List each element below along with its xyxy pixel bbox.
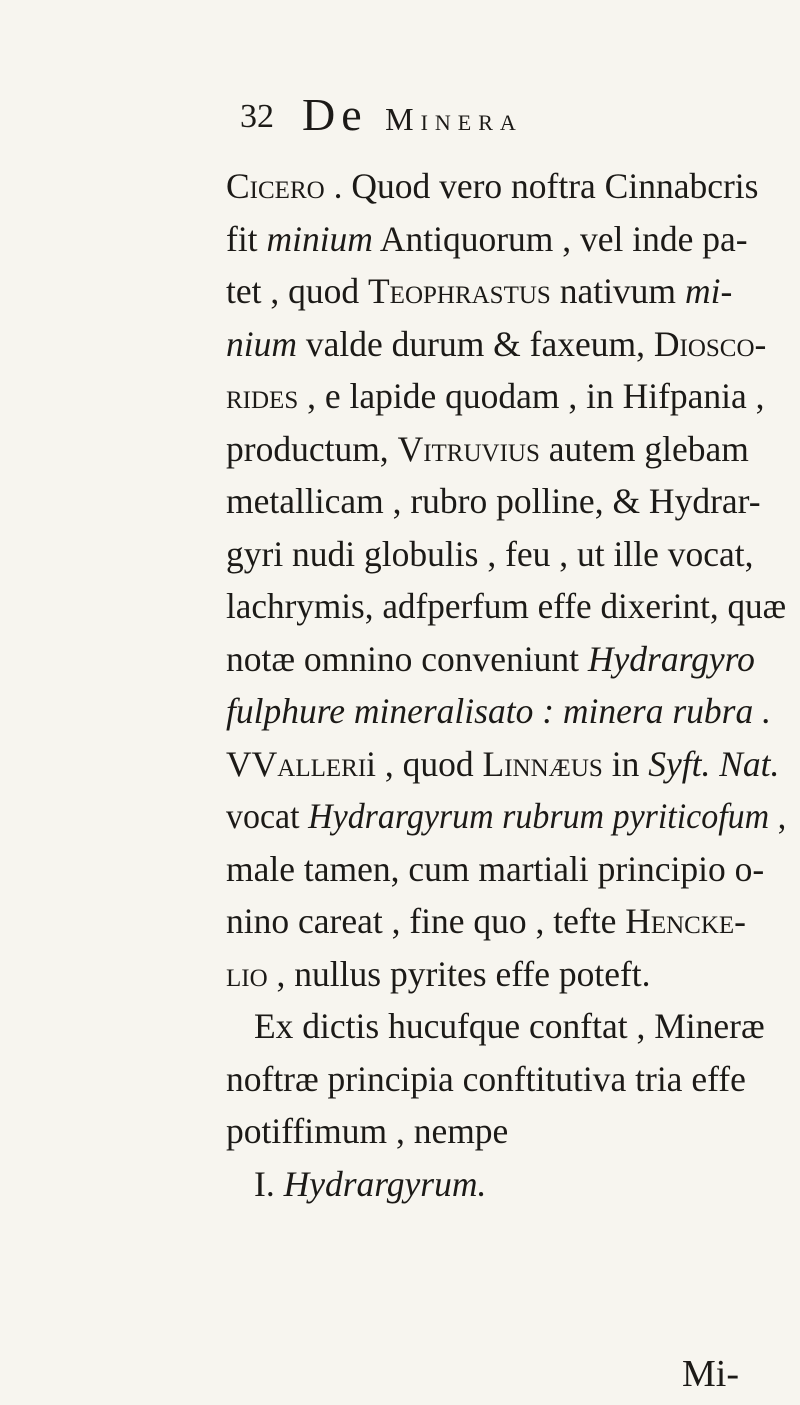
text-segment: lachrymis, adfperfum effe dixerint, quæ xyxy=(226,586,787,626)
proper-name: Teophrastus xyxy=(367,271,551,311)
proper-name: lio xyxy=(226,953,268,994)
text-segment: autem glebam xyxy=(539,428,749,469)
text-line xyxy=(226,160,758,212)
text-line xyxy=(226,423,749,475)
text-segment: in xyxy=(602,743,649,784)
text-line xyxy=(226,895,746,947)
text-segment: , e lapide quodam , in Hifpania , xyxy=(298,376,765,416)
text-segment: vocat xyxy=(226,796,309,836)
text-segment: Antiquorum , vel inde pa- xyxy=(372,218,748,259)
text-segment: nativum xyxy=(550,271,685,311)
text-line xyxy=(226,1105,508,1157)
italic-term: Hydrargyro xyxy=(587,638,755,679)
italic-term: nium xyxy=(226,323,297,364)
text-segment: potiffimum , nempe xyxy=(226,1111,509,1151)
proper-name: rides xyxy=(226,376,299,416)
proper-name: Diosco- xyxy=(653,323,767,364)
proper-name: Cicero xyxy=(226,166,325,206)
italic-term: Hydrargyrum rubrum pyriticofum xyxy=(308,796,770,836)
text-segment: , nullus pyrites effe poteft. xyxy=(267,953,651,994)
proper-name: Linnæus xyxy=(482,743,603,784)
italic-term: Hydrargyrum. xyxy=(283,1163,487,1204)
text-segment: fit xyxy=(226,218,267,259)
text-line xyxy=(226,633,755,685)
text-segment: I. xyxy=(254,1163,284,1204)
text-line xyxy=(226,213,748,265)
text-line xyxy=(254,1000,765,1052)
text-segment: metallicam , rubro polline, & Hydrar- xyxy=(226,481,761,521)
text-line xyxy=(226,1053,746,1105)
text-line xyxy=(226,685,771,737)
page-number: 32 xyxy=(240,98,274,135)
italic-term: mi- xyxy=(684,271,733,311)
text-segment: noftræ principia conftitutiva tria effe xyxy=(226,1058,746,1099)
text-line xyxy=(226,948,651,1000)
italic-term: fulphure mineralisato : minera rubra . xyxy=(226,691,771,731)
text-segment: male tamen, cum martiali principio o- xyxy=(226,848,765,889)
text-line xyxy=(254,1158,486,1210)
text-line xyxy=(226,475,761,527)
text-line xyxy=(226,790,786,842)
running-header xyxy=(240,88,660,148)
text-line xyxy=(226,580,786,632)
text-segment: i , quod xyxy=(366,743,483,784)
running-title-first: De xyxy=(302,89,368,140)
catchword: Mi- xyxy=(682,1353,739,1395)
text-segment: nino careat , fine quo , tefte xyxy=(226,901,626,941)
italic-term: Syft. Nat. xyxy=(648,743,780,784)
text-segment: tet , quod xyxy=(226,271,368,311)
proper-name: VValleri xyxy=(226,743,367,784)
text-line xyxy=(226,843,764,895)
text-line xyxy=(226,370,765,422)
text-segment: notæ omnino conveniunt xyxy=(226,638,588,679)
text-segment: productum, xyxy=(226,428,398,469)
text-segment: Ex dictis hucufque conftat , Mineræ xyxy=(254,1006,765,1046)
text-segment: . Quod vero noftra Cinnabcris xyxy=(324,166,759,206)
text-segment: gyri nudi globulis , feu , ut ille vocat, xyxy=(226,533,754,574)
text-line xyxy=(226,738,779,790)
text-line xyxy=(226,318,766,370)
running-title xyxy=(302,88,523,141)
text-segment: valde durum & faxeum, xyxy=(297,323,654,364)
proper-name: Hencke- xyxy=(625,901,746,941)
running-title-second: Minera xyxy=(385,101,523,137)
proper-name: Vitruvius xyxy=(397,428,540,469)
text-line xyxy=(226,265,732,317)
text-line xyxy=(226,528,754,580)
text-segment: , xyxy=(769,796,787,836)
italic-term: minium xyxy=(266,218,373,259)
